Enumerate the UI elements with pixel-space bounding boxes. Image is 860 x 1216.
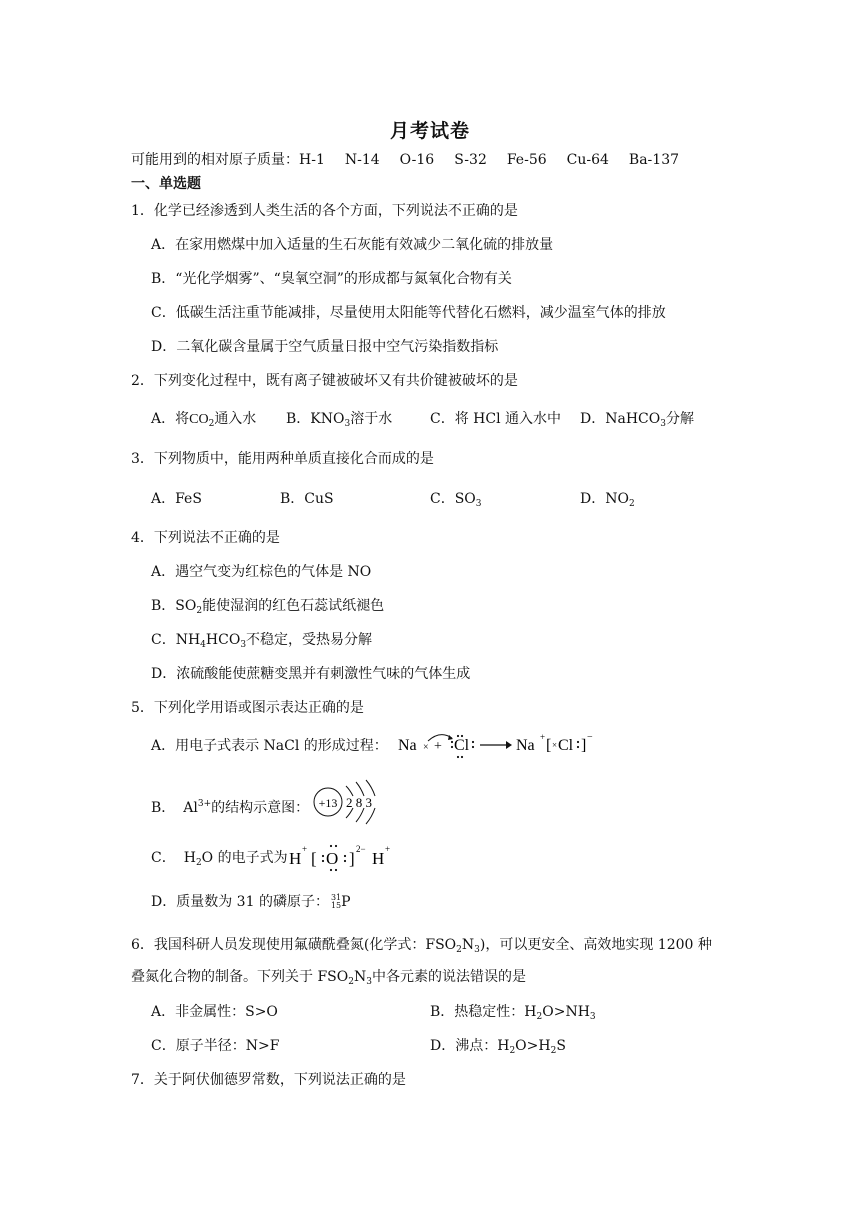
svg-text:H: H <box>289 849 302 868</box>
na-ion: Na <box>516 737 535 754</box>
q1-option-a: A．在家用燃煤中加入适量的生石灰能有效减少二氧化硫的排放量 <box>151 237 554 253</box>
q5-option-a: A．用电子式表示 NaCl 的形成过程： <box>151 738 388 754</box>
na-symbol: Na <box>398 737 417 754</box>
h2o-electron-formula <box>285 838 405 876</box>
mass-s: S-32 <box>454 152 487 168</box>
mass-ba: Ba-137 <box>628 152 680 168</box>
q2-option-c: C．将 HCl 通入水中 <box>430 411 562 427</box>
svg-text:[: [ <box>311 849 317 868</box>
q1-stem: 1．化学已经渗透到人类生活的各个方面，下列说法不正确的是 <box>131 203 518 219</box>
q5-option-c: C． $H_2O$ 的电子式为 <box>151 850 288 868</box>
q6-option-a: A．非金属性：S>O <box>151 1004 278 1020</box>
q2-stem: 2．下列变化过程中，既有离子键被破坏又有共价键被破坏的是 <box>131 373 518 389</box>
section-heading: 一、单选题 <box>131 176 201 192</box>
q4-option-c: C．$NH_4HCO_3$不稳定，受热易分解 <box>151 632 373 650</box>
mass-fe: Fe-56 <box>506 152 547 168</box>
q6-stem-line2: 叠氮化合物的制备。下列关于 $FSO_2N_3$中各元素的说法错误的是 <box>131 969 526 987</box>
q6-stem-line1: 6．我国科研人员发现使用氟磺酰叠氮(化学式：$FSO_2N_3$)，可以更安全、高效地实现 1200 种 <box>131 937 712 955</box>
atomic-masses <box>131 150 699 170</box>
q3-option-a: A．FeS <box>151 491 202 507</box>
q4-option-d: D．浓硫酸能使蔗糖变黑并有刺激性气味的气体生成 <box>151 666 471 682</box>
svg-text:[: [ <box>546 737 552 754</box>
q1-option-d: D．二氧化碳含量属于空气质量日报中空气污染指数指标 <box>151 339 499 355</box>
na-electron: × <box>423 742 429 753</box>
electron-shells: 2 8 3 <box>346 795 372 810</box>
mass-cu: Cu-64 <box>566 152 609 168</box>
mass-h: H-1 <box>299 152 325 168</box>
q2-option-b: B．$KNO_3$溶于水 <box>286 411 393 429</box>
q6-option-d: D．沸点：$H_2O>H_2S$ <box>430 1038 566 1056</box>
mass-o: O-16 <box>399 152 435 168</box>
svg-text:×: × <box>552 740 558 750</box>
q3-option-c: C．$SO_3$ <box>430 491 482 509</box>
q2-option-a: A．将$CO_2$通入水 <box>151 411 257 429</box>
q4-option-b: B．$SO_2$能使湿润的红色石蕊试纸褪色 <box>151 598 385 616</box>
svg-text:O: O <box>326 849 339 868</box>
q4-stem: 4．下列说法不正确的是 <box>131 530 280 546</box>
al-ion-structure-diagram <box>310 778 390 828</box>
q1-option-c: C．低碳生活注重节能减排，尽量使用太阳能等代替化石燃料，减少温室气体的排放 <box>151 305 666 321</box>
q3-stem: 3．下列物质中，能用两种单质直接化合而成的是 <box>131 451 434 467</box>
page-title: 月考试卷 <box>389 120 470 142</box>
mass-n: N-14 <box>344 152 380 168</box>
q6-option-c: C．原子半径：N>F <box>151 1038 280 1054</box>
cl-symbol: Cl <box>454 737 470 754</box>
plus-sign: + <box>434 739 442 754</box>
svg-text:2−: 2− <box>356 844 366 854</box>
svg-text:+: + <box>540 732 546 742</box>
q5-option-d: D．质量数为 31 的磷原子： 31 15 P <box>151 893 351 910</box>
q7-stem: 7．关于阿伏伽德罗常数，下列说法正确的是 <box>131 1072 406 1088</box>
svg-text:H: H <box>372 849 385 868</box>
svg-text:+: + <box>302 844 308 854</box>
q2-option-d: D．NaHCO$_3$分解 <box>580 411 694 429</box>
phosphorus-nuclide: 31 15 <box>330 893 342 910</box>
nucleus-charge: +13 <box>318 796 338 810</box>
nacl-formation-diagram <box>396 728 596 764</box>
q1-option-b: B．“光化学烟雾”、“臭氧空洞”的形成都与氮氧化合物有关 <box>151 271 512 287</box>
cl-ion: Cl <box>558 737 574 754</box>
q5-option-b: B． $Al^{3+}$的结构示意图： <box>151 799 310 816</box>
svg-text:−: − <box>587 732 593 743</box>
q3-option-d: D．$NO_2$ <box>580 491 635 509</box>
svg-text:+: + <box>385 844 391 854</box>
q5-stem: 5．下列化学用语或图示表达正确的是 <box>131 700 364 716</box>
svg-text:]: ] <box>581 737 587 754</box>
q4-option-a: A．遇空气变为红棕色的气体是 NO <box>151 564 372 580</box>
atomic-masses-label: 可能用到的相对原子质量： <box>131 152 299 168</box>
svg-text:]: ] <box>349 849 355 868</box>
q3-option-b: B．CuS <box>280 491 334 507</box>
q6-option-b: B．热稳定性：$H_2O>NH_3$ <box>430 1004 596 1022</box>
